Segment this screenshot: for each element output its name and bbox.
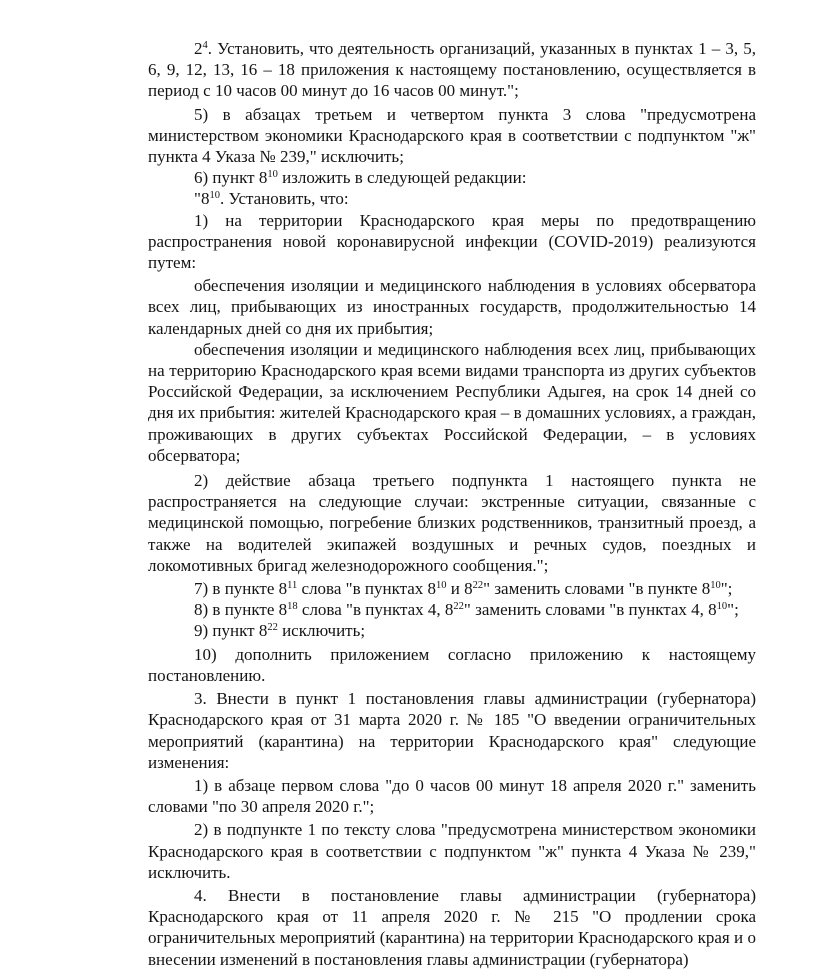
paragraph-14: 1) в абзаце первом слова "до 0 часов 00 минут 18 апреля 2020 г." заменить словами "по 30 апреля 2020 г."; (148, 775, 756, 817)
paragraph-12: 10) дополнить приложением согласно приложению к настоящему постановлению. (148, 644, 756, 685)
paragraph-11: 9) пункт $8^{22}$ исключить; (194, 621, 366, 641)
paragraph-7: обеспечения изоляции и медицинского наблюдения всех лиц, прибывающих на территорию Краснодарского края всеми видами транспорта из других субъектов Российской Федерации, за исключением Республики Адыгея, на срок 14 дней со дня их прибытия: жителей Краснодарского края – в домашних условиях, а граждан, проживающих в других субъектах Российской Федерации, – в условиях обсерватора; (148, 339, 756, 465)
paragraph-15: 2) в подпункте 1 по тексту слова "предусмотрена министерством экономики Краснодарского края в соответствии с подпунктом "ж" пункта 4 Указа № 239," исключить. (148, 820, 756, 882)
paragraph-5: 1) на территории Краснодарского края меры по предотвращению распространения новой коронавирусной инфекции (COVID-2019) реализуются путем: (148, 210, 756, 273)
paragraph-3: 6) пункт $8^{10}$ изложить в следующей редакции: (194, 168, 527, 188)
paragraph-4: "$8^{10}$. Установить, что: (194, 189, 349, 209)
paragraph-1: $2^4$. Установить, что деятельность организаций, указанных в пунктах 1 – 3, 5, 6, 9, 12, 13, 16 – 18 приложения к настоящему постановлению, осуществляется в период с 10 часов 00 минут до 16 часов 00 минут."; (148, 39, 756, 101)
paragraph-8: 2) действие абзаца третьего подпункта 1 настоящего пункта не распространяется на следующие случаи: экстренные ситуации, связанные с медицинской помощью, погребение близких родственников, транзитный проезд, а также на водителей экипажей воздушных и речных судов, поездных и локомотивных бригад железнодорожного сообщения."; (148, 471, 756, 575)
paragraph-9: 7) в пункте $8^{11}$ слова "в пунктах $8^{10}$ и $8^{22}$" заменить словами "в пункте $8^{10}$"; (194, 579, 733, 599)
paragraph-13: 3. Внести в пункт 1 постановления главы администрации (губернатора) Краснодарского края от 31 марта 2020 г. № 185 "О введении ограничительных мероприятий (карантина) на территории Краснодарского края" следующие изменения: (148, 689, 756, 772)
paragraph-10: 8) в пункте $8^{18}$ слова "в пунктах 4, $8^{22}$" заменить словами "в пунктах 4, $8^{10}$"; (194, 600, 739, 620)
paragraph-2: 5) в абзацах третьем и четвертом пункта 3 слова "предусмотрена министерством экономики Краснодарского края в соответствии с подпунктом "ж" пункта 4 Указа № 239," исключить; (148, 104, 756, 167)
paragraph-6: обеспечения изоляции и медицинского наблюдения в условиях обсерватора всех лиц, прибывающих из иностранных государств, продолжительностью 14 календарных дней со дня их прибытия; (148, 276, 756, 338)
paragraph-16: 4. Внести в постановление главы администрации (губернатора) Краснодарского края от 11 апреля 2020 г. № 215 "О продлении срока ограничительных мероприятий (карантина) на территории Краснодарского края и о внесении изменений в постановления главы администрации (губернатора) (148, 885, 756, 969)
